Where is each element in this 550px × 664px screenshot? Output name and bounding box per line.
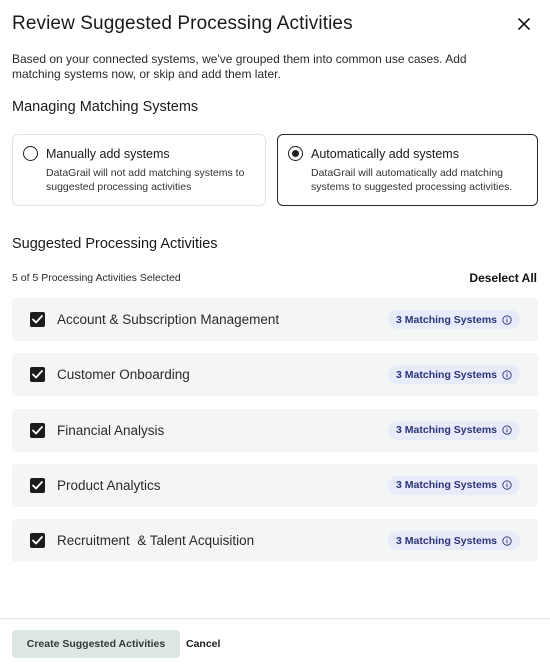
- info-icon: [502, 536, 512, 546]
- checkmark-icon: [32, 481, 43, 490]
- option-manual-label: Manually add systems: [46, 146, 170, 161]
- matching-systems-badge[interactable]: [388, 421, 520, 440]
- activity-label: Account & Subscription Management: [57, 312, 280, 327]
- activity-row[interactable]: [12, 353, 538, 396]
- activity-row[interactable]: [12, 298, 538, 341]
- matching-systems-count: 3 Matching Systems: [396, 313, 497, 326]
- checkmark-icon: [32, 315, 43, 324]
- activity-checkbox[interactable]: [30, 367, 45, 382]
- activity-label: Recruitment & Talent Acquisition: [57, 533, 255, 549]
- suggested-activities-heading: Suggested Processing Activities: [12, 236, 218, 252]
- activity-row[interactable]: [12, 409, 538, 452]
- checkmark-icon: [32, 536, 43, 545]
- activity-label: Financial Analysis: [57, 422, 165, 438]
- modal-header: [12, 10, 538, 38]
- matching-systems-badge[interactable]: [388, 476, 520, 495]
- option-automatic-add[interactable]: [277, 134, 538, 206]
- activity-checkbox[interactable]: [30, 312, 45, 327]
- info-icon: [502, 315, 512, 325]
- radio-automatic[interactable]: [288, 146, 303, 161]
- activity-list: [12, 298, 538, 574]
- footer-divider: [0, 618, 550, 619]
- activity-checkbox[interactable]: [30, 423, 45, 438]
- matching-systems-badge[interactable]: [388, 531, 520, 550]
- matching-systems-badge[interactable]: [388, 310, 520, 329]
- close-icon: [518, 18, 530, 30]
- info-icon: [502, 425, 512, 435]
- activity-label: Customer Onboarding: [57, 367, 190, 383]
- managing-systems-heading: Managing Matching Systems: [12, 99, 199, 115]
- close-button[interactable]: [512, 12, 536, 36]
- option-manual-add[interactable]: [12, 134, 266, 206]
- cancel-button[interactable]: Cancel: [186, 630, 220, 658]
- deselect-all-button[interactable]: Deselect All: [469, 271, 537, 285]
- selection-count: 5 of 5 Processing Activities Selected: [12, 272, 181, 284]
- matching-systems-count: 3 Matching Systems: [396, 368, 497, 381]
- activity-label: Product Analytics: [57, 477, 161, 493]
- option-manual-description: DataGrail will not add matching systems to suggested processing activities: [46, 167, 245, 193]
- create-suggested-activities-button[interactable]: Create Suggested Activities: [12, 630, 180, 658]
- radio-manual[interactable]: [23, 146, 38, 161]
- checkmark-icon: [32, 426, 43, 435]
- activity-row[interactable]: [12, 519, 538, 562]
- activity-checkbox[interactable]: [30, 533, 45, 548]
- info-icon: [502, 480, 512, 490]
- modal-intro-text: Based on your connected systems, we've grouped them into common use cases. Add matching systems now, or skip and add them later.: [12, 52, 467, 81]
- activity-row[interactable]: [12, 464, 538, 507]
- option-automatic-label: Automatically add systems: [311, 146, 459, 161]
- matching-systems-badge[interactable]: [388, 365, 520, 384]
- matching-systems-count: 3 Matching Systems: [396, 479, 497, 492]
- checkmark-icon: [32, 370, 43, 379]
- modal-title: Review Suggested Processing Activities: [12, 13, 353, 34]
- selection-summary-row: [12, 271, 537, 285]
- activity-checkbox[interactable]: [30, 478, 45, 493]
- option-automatic-description: DataGrail will automatically add matching systems to suggested processing activities.: [311, 167, 513, 193]
- matching-systems-count: 3 Matching Systems: [396, 534, 497, 547]
- matching-systems-count: 3 Matching Systems: [396, 424, 497, 437]
- info-icon: [502, 370, 512, 380]
